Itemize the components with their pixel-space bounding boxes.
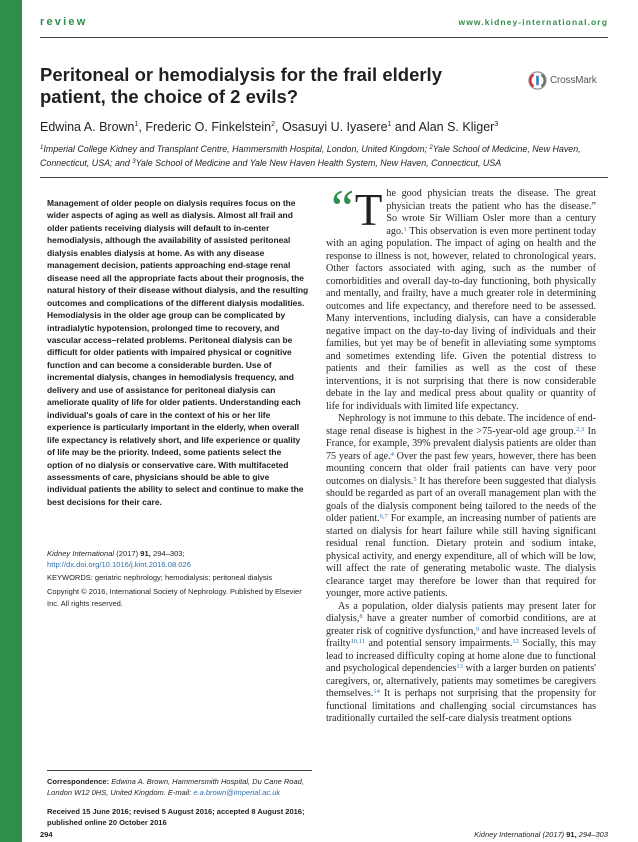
article-title: Peritoneal or hemodialysis for the frail elderly patient, the choice of 2 evils? xyxy=(40,64,442,107)
footer-journal-ref xyxy=(474,830,608,839)
email-link[interactable]: e.a.brown@imperial.ac.uk xyxy=(193,788,281,797)
drop-cap xyxy=(326,188,383,237)
body-text: with a larger burden on patients' caregivers, or, alternatively, patients may sometimes be caregivers themselves. xyxy=(326,663,596,699)
reference-sup[interactable]: 8 xyxy=(359,613,363,620)
body-text: It has therefore been suggested that dialysis should be regarded as part of an overall management plan with the goals of the dialysis component being tailored to the needs of the older patient. xyxy=(326,475,596,524)
journal-url[interactable]: www.kidney-international.org xyxy=(458,17,608,27)
crossmark-icon xyxy=(528,71,547,90)
affiliation-3: Yale School of Medicine and Yale New Haven Health System, New Haven, Connecticut, USA xyxy=(135,157,502,168)
reference-sup[interactable]: 13 xyxy=(456,663,463,670)
body-text: Over the past few years, however, there has been mounting concern that older frail patients can have very poor outcomes on dialysis. xyxy=(326,450,596,487)
reference-sup[interactable]: 14 xyxy=(373,688,380,695)
body-text: As a population, older dialysis patients may present later for dialysis, xyxy=(326,600,596,624)
footer-pages: 294–303 xyxy=(576,830,608,839)
correspondence xyxy=(47,776,312,798)
author-affil-sup: 1 xyxy=(134,121,139,128)
page-footer xyxy=(40,830,608,840)
body-paragraph xyxy=(326,601,596,726)
crossmark-label: CrossMark xyxy=(550,74,597,86)
reference-sup[interactable]: 4 xyxy=(390,450,394,458)
body-text: and have increased levels of frailty xyxy=(326,625,596,649)
reference-sup[interactable]: 10,11 xyxy=(350,638,366,645)
correspondence-label: Correspondence: xyxy=(47,777,112,786)
header-divider xyxy=(40,37,608,38)
doi-link[interactable]: http://dx.doi.org/10.1016/j.kint.2016.08.026 xyxy=(47,560,191,569)
affil-sup: 2 xyxy=(429,145,433,151)
body-text: have a greater number of comorbid conditions, are at greater risk of cognitive dysfunction, xyxy=(326,613,596,637)
affiliation-1: Imperial College Kidney and Transplant Centre, Hammersmith Hospital, London, United Kingdom; xyxy=(43,144,430,154)
body-text: he good physician treats the disease. The great physician treats the patient who has the disease.” So wrote Sir William Osler more than a century ago. xyxy=(386,188,596,237)
body-text: Nephrology is not immune to this debate. The incidence of end-stage renal disease is highest in the >75-year-old age group. xyxy=(326,413,596,437)
reference-sup[interactable]: 6,7 xyxy=(379,513,388,520)
running-head xyxy=(40,16,608,30)
author-separator: , xyxy=(138,120,146,134)
footer-volume: 91, xyxy=(566,830,577,839)
author-name: Frederic O. Finkelstein xyxy=(145,120,272,134)
reference-sup[interactable]: 12 xyxy=(512,638,519,645)
affiliations xyxy=(40,142,600,169)
crossmark-badge[interactable] xyxy=(528,70,597,90)
author-name: Edwina A. Brown xyxy=(40,120,135,134)
drop-cap-quote: “ xyxy=(326,188,355,237)
body-text: For example, an increasing number of patients are started on dialysis for heart failure while still having significant residual renal function. Dietary protein and sodium intake, physical activity, and energy expenditure, all of which will be low, will affect the rate of generating metabolic waste. The dialysis clearance target may therefore be lower than that required for younger, more active patients. xyxy=(326,513,596,599)
affil-sup: 3 xyxy=(132,158,136,165)
body-paragraph xyxy=(326,413,596,601)
citation-volume: 91, xyxy=(140,549,151,558)
body-text: This observation is even more pertinent today with an aging population. The impact of aging on health and the response to illness is not, however, related to chronological years. Other factors associated with aging, such as the number of comorbidities and overall day-to-day functioning, both physically and mentally, and frailty, have a much greater role in determining outcomes and life expectancy, and therefore need to be assessed. Many interventions, including dialysis, can have a considerable negative impact on the day-to-day living of individuals and their families, but yet may be of benefit in alleviating some symptoms and sometimes extending life. Given the potential distress to patients and their families as well as the cost of these interventions, it is not surprising that there is now considerable debate in the lay and medical press about quality or quantity of life for individuals with limited life expectancy. xyxy=(326,225,596,412)
affiliation-2: Yale School of Medicine, New Haven, Connecticut, USA; and xyxy=(40,144,581,168)
body-text: It is perhaps not surprising that the propensity for functional limitations and challenging social circumstances has traditionally curtailed the self-care dialysis treatment options xyxy=(326,688,596,724)
author-separator: , xyxy=(275,120,282,134)
author-list xyxy=(40,120,498,134)
reference-sup[interactable]: 5 xyxy=(413,475,417,483)
author-name: Osasuyi U. Iyasere xyxy=(281,120,388,134)
reference-sup[interactable]: 1 xyxy=(403,225,407,233)
body-text: In France, for example, 39% prevalent dialysis patients are older than 75 years of age. xyxy=(326,425,596,462)
reference-sup[interactable]: 9 xyxy=(475,625,480,633)
correspondence-divider xyxy=(47,770,312,771)
citation-pages: 294–303; xyxy=(150,549,185,558)
footer-year: (2017) xyxy=(540,830,567,839)
body-text: Socially, this may lead to increased difficulty coping at home alone due to functional and psychological dependencies xyxy=(326,638,596,674)
section-label: review xyxy=(40,16,88,28)
body-paragraph xyxy=(326,188,596,413)
keywords: KEYWORDS: geriatric nephrology; hemodialysis; peritoneal dialysis xyxy=(47,573,273,582)
affil-sup: 1 xyxy=(40,145,44,151)
received-dates: Received 15 June 2016; revised 5 August 2016; accepted 8 August 2016; published online 20 October 2016 xyxy=(47,807,305,827)
page-number: 294 xyxy=(40,830,53,839)
author-separator: and xyxy=(391,120,419,134)
reference-sup[interactable]: 2,3 xyxy=(576,425,585,433)
author-affil-sup: 2 xyxy=(271,121,275,128)
correspondence-text: Edwina A. Brown, Hammersmith Hospital, Du Cane Road, London W12 0HS, United Kingdom. E-mail: xyxy=(47,777,304,797)
author-name: Alan S. Kliger xyxy=(418,120,495,134)
footer-journal: Kidney International xyxy=(474,830,541,839)
citation-year: (2017) xyxy=(114,549,141,558)
left-color-bar xyxy=(0,0,22,842)
citation xyxy=(47,548,309,570)
drop-cap-letter: T xyxy=(354,188,383,235)
body-text: and potential sensory impairments. xyxy=(365,638,513,649)
author-affil-sup: 3 xyxy=(494,121,499,128)
section-divider xyxy=(40,177,608,178)
copyright: Copyright © 2016, International Society of Nephrology. Published by Elsevier Inc. All rights reserved. xyxy=(47,587,302,608)
body-text-column xyxy=(326,188,596,808)
citation-journal: Kidney International xyxy=(47,549,115,558)
author-affil-sup: 1 xyxy=(387,121,392,128)
abstract: Management of older people on dialysis requires focus on the wider aspects of aging as well as dialysis. Almost all frail and older patients receiving dialysis will default to in-center hemodialysis, although the availability of assisted peritoneal dialysis enables dialysis at home. As with any disease management decision, patients approaching end-stage renal disease need all the appropriate facts about their prognosis, the natural history of their disease without dialysis, and the resulting outcomes and complications of the different dialysis modalities. Hemodialysis in the older age group can be complicated by intradialytic hypotension, prolonged time to recovery, and vascular access–related problems. Peritoneal dialysis can be difficult for older patients with impaired physical or cognitive function and can become a considerable burden. Use of incremental dialysis, changes in hemodialysis frequency, and delivery and use of assistance for peritoneal dialysis can ameliorate quality of life for older patients. Understanding each individual's goals of care in the context of his or her life experience is particularly important in the elderly, when overall life expectancy is relatively short, and life experience or quality of life may be the priority. Indeed, some patients select the option of no dialysis or conservative care. With multifaceted assessments of care, physicians should be able to give individual patients the ability to select and continue to make the best decisions for their care. xyxy=(47,198,309,507)
